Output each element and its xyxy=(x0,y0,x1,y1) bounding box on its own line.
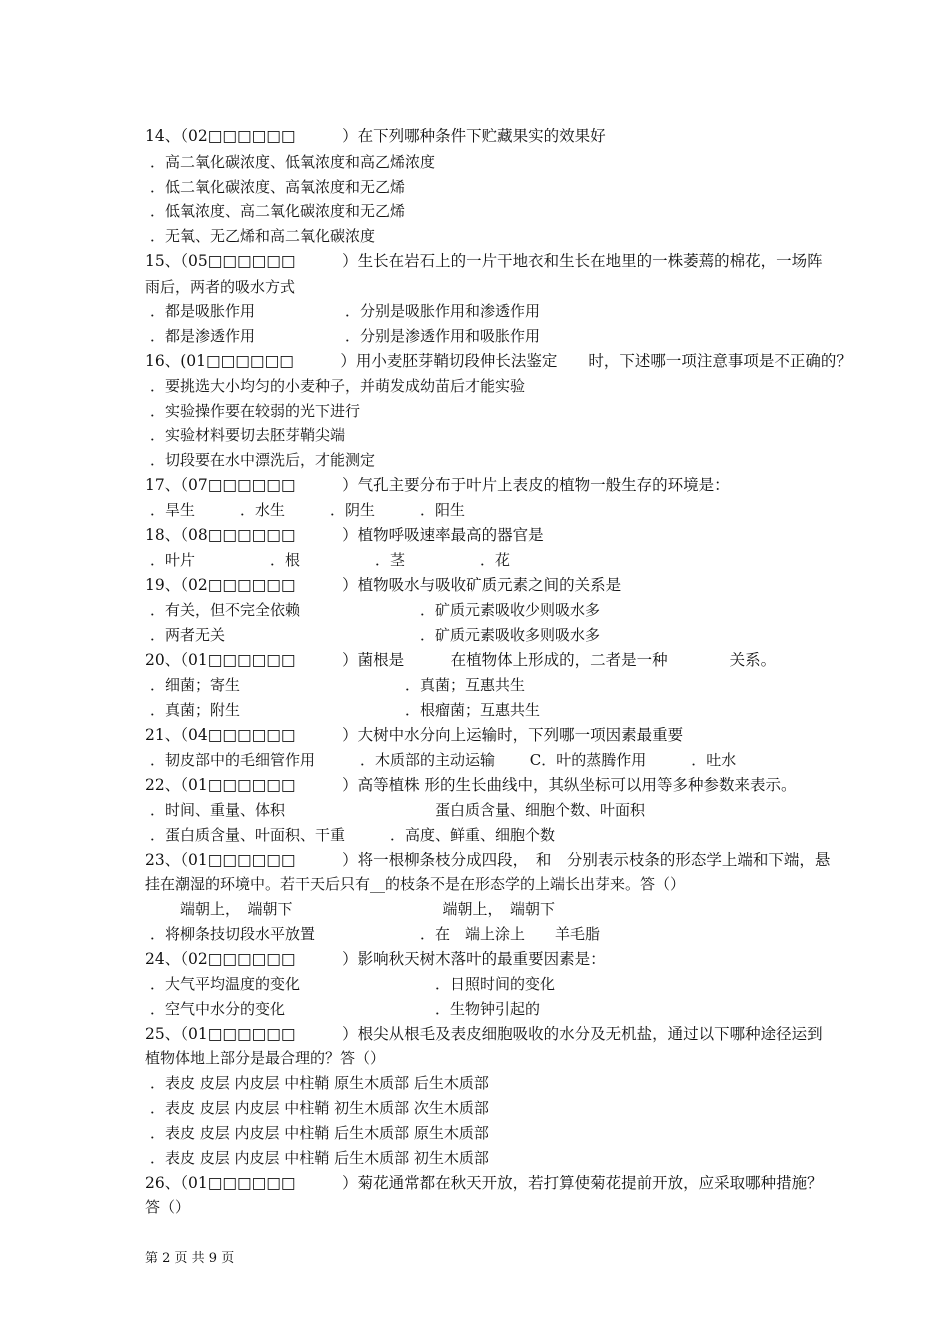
question-stem: 22、（01□□□□□□ ）高等植株 形的生长曲线中，其纵坐标可以用等多种参数来表示。 xyxy=(145,776,797,794)
text-line: ．表皮 皮层 内皮层 中柱鞘 初生木质部 次生木质部 xyxy=(150,1099,489,1117)
text-line: ．两者无关 ．矿质元素吸收多则吸水多 xyxy=(150,626,601,644)
text-line: ．都是渗透作用 ．分别是渗透作用和吸胀作用 xyxy=(150,327,541,345)
text-line: 挂在潮湿的环境中。若干天后只有__的枝条不是在形态学的上端长出芽来。答（） xyxy=(145,875,686,893)
text-line: ．低氧浓度、高二氧化碳浓度和无乙烯 xyxy=(150,202,406,220)
text-line: ．韧皮部中的毛细管作用 ．木质部的主动运输 C．叶的蒸腾作用 ．吐水 xyxy=(150,751,737,769)
text-line: ．旱生 ．水生 ．阴生 ．阳生 xyxy=(150,501,466,519)
question-stem: 20、（01□□□□□□ ）菌根是 在植物体上形成的，二者是一种 关系。 xyxy=(145,651,777,669)
text-line: ．空气中水分的变化 ．生物钟引起的 xyxy=(150,1000,541,1018)
text-line: ．大气平均温度的变化 ．日照时间的变化 xyxy=(150,975,556,993)
text-line: ．要挑选大小均匀的小麦种子，并萌发成幼苗后才能实验 xyxy=(150,377,526,395)
text-line: ．实验材料要切去胚芽鞘尖端 xyxy=(150,426,346,444)
question-stem: 16、(01□□□□□□ ）用小麦胚芽鞘切段伸长法鉴定 时，下述哪一项注意事项是不正确的？ xyxy=(145,352,852,370)
question-stem: 25、（01□□□□□□ ）根尖从根毛及表皮细胞吸收的水分及无机盐，通过以下哪种途径运到 xyxy=(145,1025,823,1043)
page-footer: 第 2 页 共 9 页 xyxy=(145,1251,235,1266)
question-stem: 18、（08□□□□□□ ）植物呼吸速率最高的器官是 xyxy=(145,526,544,544)
text-line: 答（） xyxy=(145,1198,191,1216)
text-line: ．细菌；寄生 ．真菌；互惠共生 xyxy=(150,676,526,694)
text-line: 植物体地上部分是最合理的？答（） xyxy=(145,1049,386,1067)
text-line: ．无氧、无乙烯和高二氧化碳浓度 xyxy=(150,227,376,245)
text-line: ．真菌；附生 ．根瘤菌；互惠共生 xyxy=(150,701,541,719)
text-line: ．切段要在水中漂洗后，才能测定 xyxy=(150,451,376,469)
question-stem: 24、（02□□□□□□ ）影响秋天树木落叶的最重要因素是： xyxy=(145,950,606,968)
question-stem: 19、（02□□□□□□ ）植物吸水与吸收矿质元素之间的关系是 xyxy=(145,576,622,594)
text-line: ．都是吸胀作用 ．分别是吸胀作用和渗透作用 xyxy=(150,302,541,320)
question-stem: 23、（01□□□□□□ ）将一根柳条枝分成四段， 和 分别表示枝条的形态学上端和下端，悬 xyxy=(145,851,831,869)
text-line: ．叶片 ．根 ．茎 ．花 xyxy=(150,551,511,569)
question-stem: 21、（04□□□□□□ ）大树中水分向上运输时，下列哪一项因素最重要 xyxy=(145,726,684,744)
text-line: ．表皮 皮层 内皮层 中柱鞘 后生木质部 原生木质部 xyxy=(150,1124,489,1142)
text-line: ．时间、重量、体积 蛋白质含量、细胞个数、叶面积 xyxy=(150,801,646,819)
text-line: ．表皮 皮层 内皮层 中柱鞘 原生木质部 后生木质部 xyxy=(150,1074,489,1092)
text-line: ．将柳条技切段水平放置 ．在 端上涂上 羊毛脂 xyxy=(150,925,601,943)
text-line: ．有关，但不完全依赖 ．矿质元素吸收少则吸水多 xyxy=(150,601,601,619)
text-line: 雨后，两者的吸水方式 xyxy=(145,278,296,296)
question-stem: 17、（07□□□□□□ ）气孔主要分布于叶片上表皮的植物一般生存的环境是： xyxy=(145,476,730,494)
text-line: ．实验操作要在较弱的光下进行 xyxy=(150,402,361,420)
question-stem: 15、（05□□□□□□ ）生长在岩石上的一片干地衣和生长在地里的一株萎蔫的棉花，一场阵 xyxy=(145,252,823,270)
text-line: ．高二氧化碳浓度、低氧浓度和高乙烯浓度 xyxy=(150,153,436,171)
question-stem: 26、（01□□□□□□ ）菊花通常都在秋天开放，若打算使菊花提前开放，应采取哪种措施？ xyxy=(145,1174,823,1192)
question-stem: 14、（02□□□□□□ ）在下列哪种条件下贮藏果实的效果好 xyxy=(145,127,606,145)
text-line: 端朝上， 端朝下 端朝上， 端朝下 xyxy=(150,900,556,918)
text-line: ．低二氧化碳浓度、高氧浓度和无乙烯 xyxy=(150,178,406,196)
text-line: ．表皮 皮层 内皮层 中柱鞘 后生木质部 初生木质部 xyxy=(150,1149,489,1167)
text-line: ．蛋白质含量、叶面积、干重 ．高度、鲜重、细胞个数 xyxy=(150,826,556,844)
